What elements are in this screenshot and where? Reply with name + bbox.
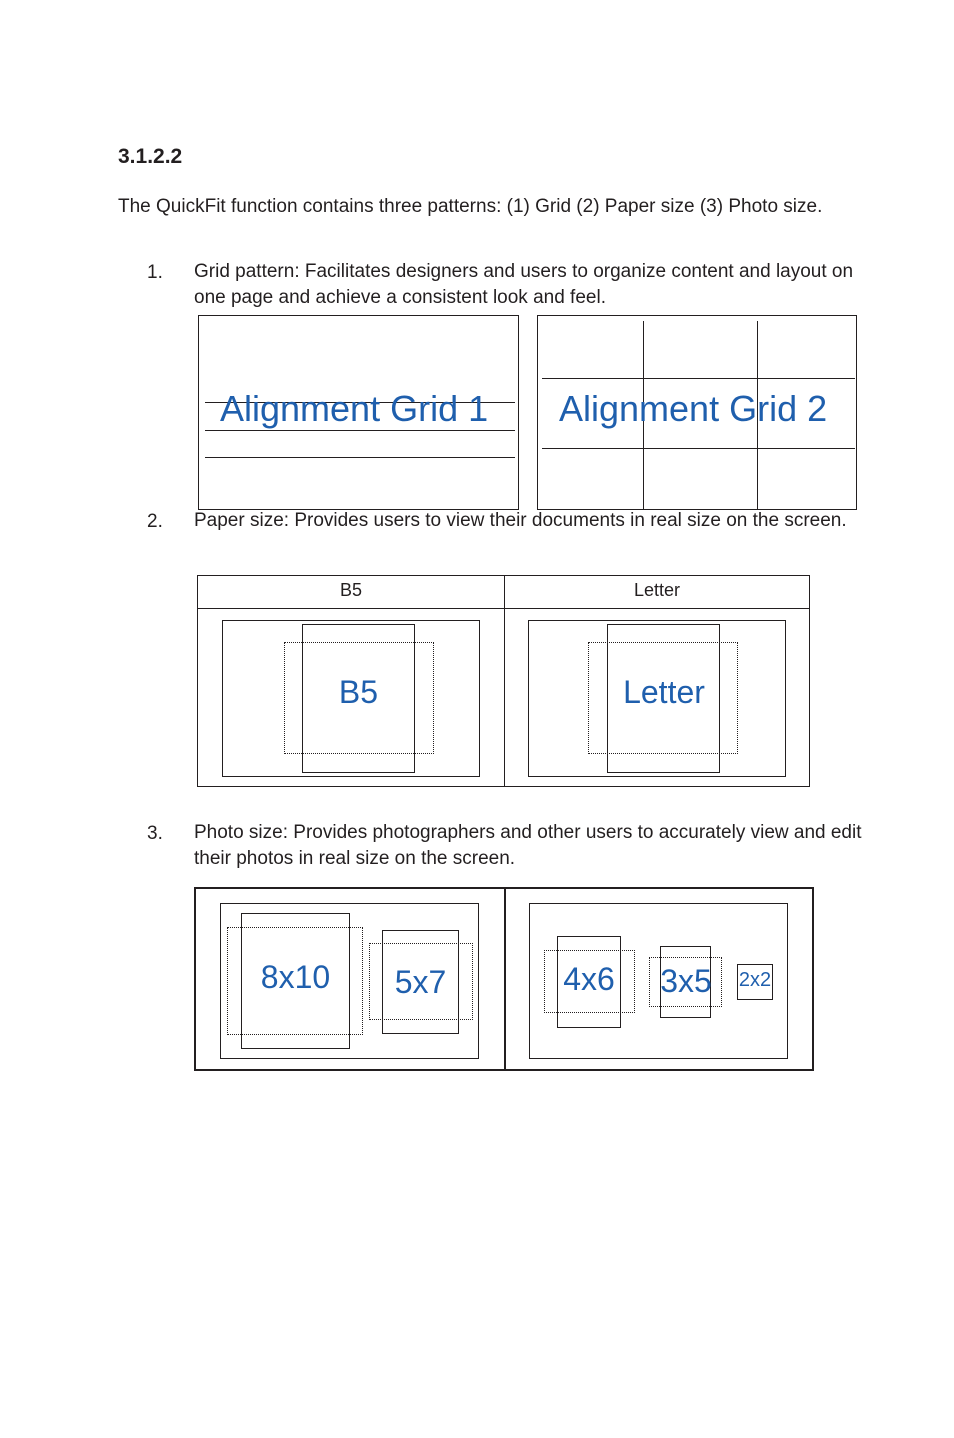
photo-4x6-label: 4x6 [563, 961, 615, 997]
item-1-number: 1. [147, 262, 163, 283]
item-3-text: Photo size: Provides photographers and other users to accurately view and edit their photos in real size on the screen. [194, 822, 862, 869]
intro-paragraph: The QuickFit function contains three patterns: (1) Grid (2) Paper size (3) Photo size. [118, 196, 823, 217]
item-2-number: 2. [147, 511, 163, 532]
item-2-text: Paper size: Provides users to view their documents in real size on the screen. [194, 510, 847, 531]
photo-3x5-label: 3x5 [660, 963, 712, 999]
section-heading: 3.1.2.2 [118, 145, 183, 168]
photo-5x7-label: 5x7 [394, 964, 447, 1000]
alignment-grid-1-label: Alignment Grid 1 [220, 388, 489, 429]
paper-header-letter: Letter [633, 580, 681, 600]
paper-header-b5: B5 [339, 580, 363, 600]
alignment-grid-2-label: Alignment Grid 2 [559, 388, 828, 429]
photo-size-table [194, 887, 814, 1071]
photo-8x10-label: 8x10 [260, 959, 331, 995]
paper-letter-label: Letter [623, 674, 705, 710]
item-1-text: Grid pattern: Facilitates designers and users to organize content and layout on one page and achieve a consistent look and feel. [194, 261, 854, 308]
alignment-grid-1-figure [198, 315, 519, 510]
paper-b5-label: B5 [338, 674, 379, 710]
item-3-number: 3. [147, 823, 163, 844]
paper-size-table [197, 575, 810, 787]
alignment-grid-2-figure [537, 315, 857, 510]
photo-2x2-label: 2x2 [738, 969, 772, 991]
